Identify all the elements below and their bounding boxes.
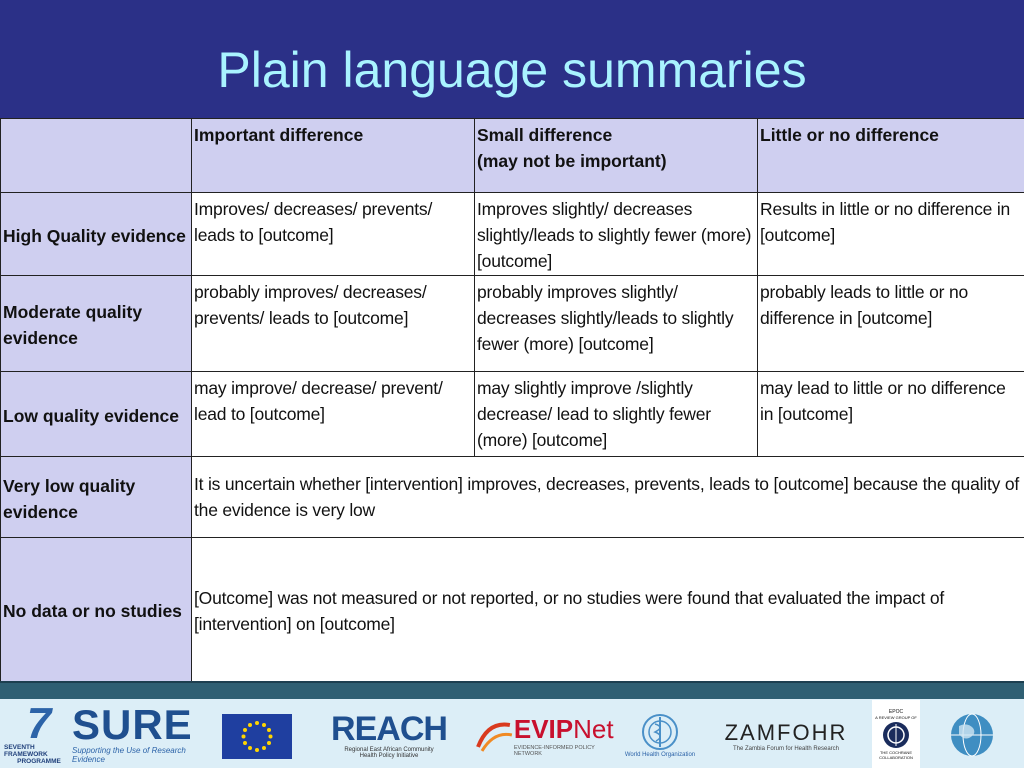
row-label-very-low: Very low quality evidence — [1, 457, 192, 538]
evipnet-swirl-icon — [474, 715, 514, 755]
evipnet-logo — [474, 707, 624, 763]
cell-moderate-little: probably leads to little or no difference in [outcome] — [758, 276, 1024, 372]
row-label-low: Low quality evidence — [1, 372, 192, 457]
row-label-moderate: Moderate quality evidence — [1, 276, 192, 372]
cell-no-data-merged: [Outcome] was not measured or not reported, or no studies were found that evaluated the impact of [intervention] on [outcome] — [192, 538, 1024, 682]
fp7-line2: PROGRAMME — [17, 757, 61, 765]
cell-moderate-small: probably improves slightly/ decreases slightly/leads to slightly fewer (more) [outcome] — [475, 276, 758, 372]
reach-name: REACH — [331, 710, 447, 748]
evipnet-name-rest: Net — [573, 713, 614, 744]
zamfohr-logo — [724, 713, 848, 759]
cell-high-important: Improves/ decreases/ prevents/ leads to [outcome] — [192, 193, 475, 276]
row-label-no-data: No data or no studies — [1, 538, 192, 682]
cell-low-small: may slightly improve /slightly decrease/ lead to slightly fewer (more) [outcome] — [475, 372, 758, 457]
eu-flag-icon — [222, 714, 292, 759]
cell-low-important: may improve/ decrease/ prevent/ lead to [outcome] — [192, 372, 475, 457]
cochrane-bottom1: THE COCHRANE — [879, 749, 912, 755]
fp7-logo — [4, 698, 74, 765]
reach-line1: Regional East African Community — [344, 747, 434, 753]
cell-low-little: may lead to little or no difference in [outcome] — [758, 372, 1024, 457]
reach-line2: Health Policy Initiative — [359, 753, 419, 759]
header-small-difference: Small difference (may not be important) — [475, 119, 758, 193]
cochrane-logo — [872, 700, 920, 768]
evipnet-name-bold: EVIP — [513, 713, 574, 744]
sure-tagline: Supporting the Use of Research Evidence — [72, 746, 186, 764]
zamfohr-tagline: The Zambia Forum for Health Research — [732, 746, 840, 752]
globe-icon — [944, 711, 1000, 759]
footer-strip — [0, 681, 1024, 699]
who-logo — [624, 705, 696, 765]
slide-title: Plain language summaries — [217, 42, 807, 98]
table-row — [1, 372, 1024, 457]
logo-bar — [0, 699, 1024, 768]
header-row — [1, 119, 1024, 193]
sure-logo — [72, 701, 220, 764]
cochrane-emblem-icon — [881, 720, 911, 750]
header-important-difference: Important difference — [192, 119, 475, 193]
cochrane-top1: EPOC — [888, 708, 904, 715]
header-empty — [1, 119, 192, 193]
cell-high-little: Results in little or no difference in [outcome] — [758, 193, 1024, 276]
evipnet-tagline: EVIDENCE-INFORMED POLICY NETWORK — [513, 744, 595, 757]
sure-name: SURE — [72, 701, 193, 748]
table-row — [1, 457, 1024, 538]
fp7-number: 7 — [26, 698, 52, 748]
row-label-high: High Quality evidence — [1, 193, 192, 276]
reach-logo — [331, 705, 447, 765]
zamfohr-name: ZAMFOHR — [724, 720, 848, 745]
summary-table — [0, 118, 1024, 682]
table-row — [1, 276, 1024, 372]
who-emblem-icon — [640, 712, 680, 752]
table-row — [1, 193, 1024, 276]
header-little-difference: Little or no difference — [758, 119, 1024, 193]
cell-moderate-important: probably improves/ decreases/ prevents/ leads to [outcome] — [192, 276, 475, 372]
table-row — [1, 538, 1024, 682]
cochrane-top2: A REVIEW GROUP OF — [875, 714, 917, 720]
cochrane-bottom2: COLLABORATION — [879, 754, 913, 760]
fp7-line1: SEVENTH FRAMEWORK — [4, 743, 48, 758]
who-caption: World Health Organization — [624, 752, 696, 758]
cell-very-low-merged: It is uncertain whether [intervention] improves, decreases, prevents, leads to [outcome] because the quality of the evidence is very low — [192, 457, 1024, 538]
cell-high-small: Improves slightly/ decreases slightly/leads to slightly fewer (more) [outcome] — [475, 193, 758, 276]
